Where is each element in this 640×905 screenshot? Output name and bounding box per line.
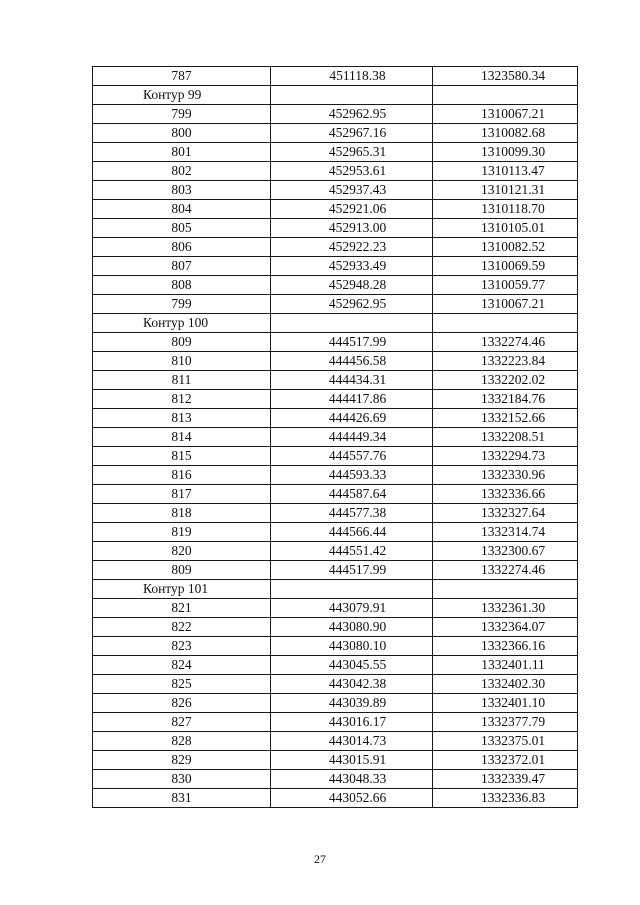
y-coordinate-cell: 1332361.30 <box>433 599 578 618</box>
x-coordinate-cell: 444434.31 <box>271 371 433 390</box>
table-row <box>93 390 578 409</box>
point-number-cell: 818 <box>93 504 271 523</box>
x-coordinate-cell: 452953.61 <box>271 162 433 181</box>
y-coordinate-cell: 1332274.46 <box>433 561 578 580</box>
y-coordinate-cell: 1332366.16 <box>433 637 578 656</box>
x-coordinate-cell: 444426.69 <box>271 409 433 428</box>
x-coordinate-cell: 452921.06 <box>271 200 433 219</box>
table-row <box>93 219 578 238</box>
table-row <box>93 428 578 447</box>
table-row <box>93 523 578 542</box>
point-number-cell: 826 <box>93 694 271 713</box>
page-number: 27 <box>314 852 326 866</box>
point-number-cell: 803 <box>93 181 271 200</box>
x-coordinate-cell: 452965.31 <box>271 143 433 162</box>
y-coordinate-cell: 1310069.59 <box>433 257 578 276</box>
point-number-cell: 804 <box>93 200 271 219</box>
contour-title: Контур 101 <box>93 580 271 599</box>
y-coordinate-cell: 1332375.01 <box>433 732 578 751</box>
table-row <box>93 352 578 371</box>
table-row <box>93 295 578 314</box>
y-coordinate-cell: 1310059.77 <box>433 276 578 295</box>
table-row <box>93 694 578 713</box>
table-row <box>93 637 578 656</box>
contour-empty-cell-x <box>271 86 433 105</box>
contour-header-row <box>93 580 578 599</box>
x-coordinate-cell: 444551.42 <box>271 542 433 561</box>
point-number-cell: 824 <box>93 656 271 675</box>
x-coordinate-cell: 443014.73 <box>271 732 433 751</box>
y-coordinate-cell: 1332327.64 <box>433 504 578 523</box>
table-row <box>93 732 578 751</box>
point-number-cell: 817 <box>93 485 271 504</box>
x-coordinate-cell: 443079.91 <box>271 599 433 618</box>
table-row <box>93 333 578 352</box>
point-number-cell: 820 <box>93 542 271 561</box>
x-coordinate-cell: 444449.34 <box>271 428 433 447</box>
contour-empty-cell-y <box>433 580 578 599</box>
point-number-cell: 799 <box>93 295 271 314</box>
point-number-cell: 807 <box>93 257 271 276</box>
x-coordinate-cell: 444417.86 <box>271 390 433 409</box>
point-number-cell: 830 <box>93 770 271 789</box>
y-coordinate-cell: 1310105.01 <box>433 219 578 238</box>
x-coordinate-cell: 451118.38 <box>271 67 433 86</box>
x-coordinate-cell: 443015.91 <box>271 751 433 770</box>
x-coordinate-cell: 452967.16 <box>271 124 433 143</box>
x-coordinate-cell: 444566.44 <box>271 523 433 542</box>
y-coordinate-cell: 1332372.01 <box>433 751 578 770</box>
point-number-cell: 811 <box>93 371 271 390</box>
coordinates-table-body <box>93 67 578 808</box>
table-row <box>93 238 578 257</box>
y-coordinate-cell: 1332330.96 <box>433 466 578 485</box>
y-coordinate-cell: 1310067.21 <box>433 295 578 314</box>
table-row <box>93 656 578 675</box>
y-coordinate-cell: 1310121.31 <box>433 181 578 200</box>
contour-empty-cell-y <box>433 86 578 105</box>
x-coordinate-cell: 444577.38 <box>271 504 433 523</box>
x-coordinate-cell: 443080.90 <box>271 618 433 637</box>
table-row <box>93 713 578 732</box>
x-coordinate-cell: 452922.23 <box>271 238 433 257</box>
point-number-cell: 828 <box>93 732 271 751</box>
y-coordinate-cell: 1310067.21 <box>433 105 578 124</box>
x-coordinate-cell: 443042.38 <box>271 675 433 694</box>
x-coordinate-cell: 443039.89 <box>271 694 433 713</box>
contour-empty-cell-y <box>433 314 578 333</box>
table-row <box>93 485 578 504</box>
point-number-cell: 822 <box>93 618 271 637</box>
x-coordinate-cell: 443016.17 <box>271 713 433 732</box>
x-coordinate-cell: 444593.33 <box>271 466 433 485</box>
point-number-cell: 821 <box>93 599 271 618</box>
y-coordinate-cell: 1332377.79 <box>433 713 578 732</box>
point-number-cell: 825 <box>93 675 271 694</box>
point-number-cell: 799 <box>93 105 271 124</box>
y-coordinate-cell: 1310118.70 <box>433 200 578 219</box>
table-row <box>93 371 578 390</box>
y-coordinate-cell: 1332152.66 <box>433 409 578 428</box>
table-row <box>93 751 578 770</box>
point-number-cell: 802 <box>93 162 271 181</box>
point-number-cell: 809 <box>93 561 271 580</box>
y-coordinate-cell: 1332223.84 <box>433 352 578 371</box>
y-coordinate-cell: 1332274.46 <box>433 333 578 352</box>
table-row <box>93 257 578 276</box>
contour-empty-cell-x <box>271 580 433 599</box>
point-number-cell: 829 <box>93 751 271 770</box>
y-coordinate-cell: 1310082.68 <box>433 124 578 143</box>
point-number-cell: 809 <box>93 333 271 352</box>
x-coordinate-cell: 444517.99 <box>271 333 433 352</box>
x-coordinate-cell: 444456.58 <box>271 352 433 371</box>
table-row <box>93 124 578 143</box>
table-row <box>93 789 578 808</box>
table-row <box>93 409 578 428</box>
y-coordinate-cell: 1332364.07 <box>433 618 578 637</box>
x-coordinate-cell: 452962.95 <box>271 105 433 124</box>
point-number-cell: 812 <box>93 390 271 409</box>
contour-header-row <box>93 86 578 105</box>
table-row <box>93 770 578 789</box>
y-coordinate-cell: 1332401.10 <box>433 694 578 713</box>
x-coordinate-cell: 452913.00 <box>271 219 433 238</box>
y-coordinate-cell: 1332208.51 <box>433 428 578 447</box>
table-row <box>93 143 578 162</box>
point-number-cell: 800 <box>93 124 271 143</box>
point-number-cell: 814 <box>93 428 271 447</box>
x-coordinate-cell: 443052.66 <box>271 789 433 808</box>
point-number-cell: 827 <box>93 713 271 732</box>
point-number-cell: 823 <box>93 637 271 656</box>
y-coordinate-cell: 1332294.73 <box>433 447 578 466</box>
y-coordinate-cell: 1332336.83 <box>433 789 578 808</box>
y-coordinate-cell: 1323580.34 <box>433 67 578 86</box>
point-number-cell: 810 <box>93 352 271 371</box>
contour-title: Контур 100 <box>93 314 271 333</box>
x-coordinate-cell: 452962.95 <box>271 295 433 314</box>
table-row <box>93 504 578 523</box>
point-number-cell: 819 <box>93 523 271 542</box>
x-coordinate-cell: 444517.99 <box>271 561 433 580</box>
y-coordinate-cell: 1332336.66 <box>433 485 578 504</box>
y-coordinate-cell: 1310099.30 <box>433 143 578 162</box>
x-coordinate-cell: 443045.55 <box>271 656 433 675</box>
table-row <box>93 67 578 86</box>
point-number-cell: 831 <box>93 789 271 808</box>
y-coordinate-cell: 1332401.11 <box>433 656 578 675</box>
table-row <box>93 542 578 561</box>
point-number-cell: 816 <box>93 466 271 485</box>
table-row <box>93 561 578 580</box>
x-coordinate-cell: 452948.28 <box>271 276 433 295</box>
table-row <box>93 599 578 618</box>
contour-empty-cell-x <box>271 314 433 333</box>
table-row <box>93 447 578 466</box>
table-row <box>93 162 578 181</box>
y-coordinate-cell: 1310082.52 <box>433 238 578 257</box>
x-coordinate-cell: 452937.43 <box>271 181 433 200</box>
point-number-cell: 801 <box>93 143 271 162</box>
point-number-cell: 815 <box>93 447 271 466</box>
table-row <box>93 200 578 219</box>
x-coordinate-cell: 452933.49 <box>271 257 433 276</box>
x-coordinate-cell: 443080.10 <box>271 637 433 656</box>
y-coordinate-cell: 1310113.47 <box>433 162 578 181</box>
x-coordinate-cell: 444587.64 <box>271 485 433 504</box>
y-coordinate-cell: 1332202.02 <box>433 371 578 390</box>
table-row <box>93 675 578 694</box>
point-number-cell: 808 <box>93 276 271 295</box>
point-number-cell: 787 <box>93 67 271 86</box>
table-row <box>93 276 578 295</box>
table-row <box>93 618 578 637</box>
table-row <box>93 181 578 200</box>
x-coordinate-cell: 443048.33 <box>271 770 433 789</box>
y-coordinate-cell: 1332339.47 <box>433 770 578 789</box>
table-row <box>93 105 578 124</box>
y-coordinate-cell: 1332300.67 <box>433 542 578 561</box>
contour-header-row <box>93 314 578 333</box>
coordinates-table <box>92 66 578 808</box>
y-coordinate-cell: 1332402.30 <box>433 675 578 694</box>
table-row <box>93 466 578 485</box>
point-number-cell: 805 <box>93 219 271 238</box>
y-coordinate-cell: 1332184.76 <box>433 390 578 409</box>
point-number-cell: 813 <box>93 409 271 428</box>
y-coordinate-cell: 1332314.74 <box>433 523 578 542</box>
x-coordinate-cell: 444557.76 <box>271 447 433 466</box>
contour-title: Контур 99 <box>93 86 271 105</box>
point-number-cell: 806 <box>93 238 271 257</box>
